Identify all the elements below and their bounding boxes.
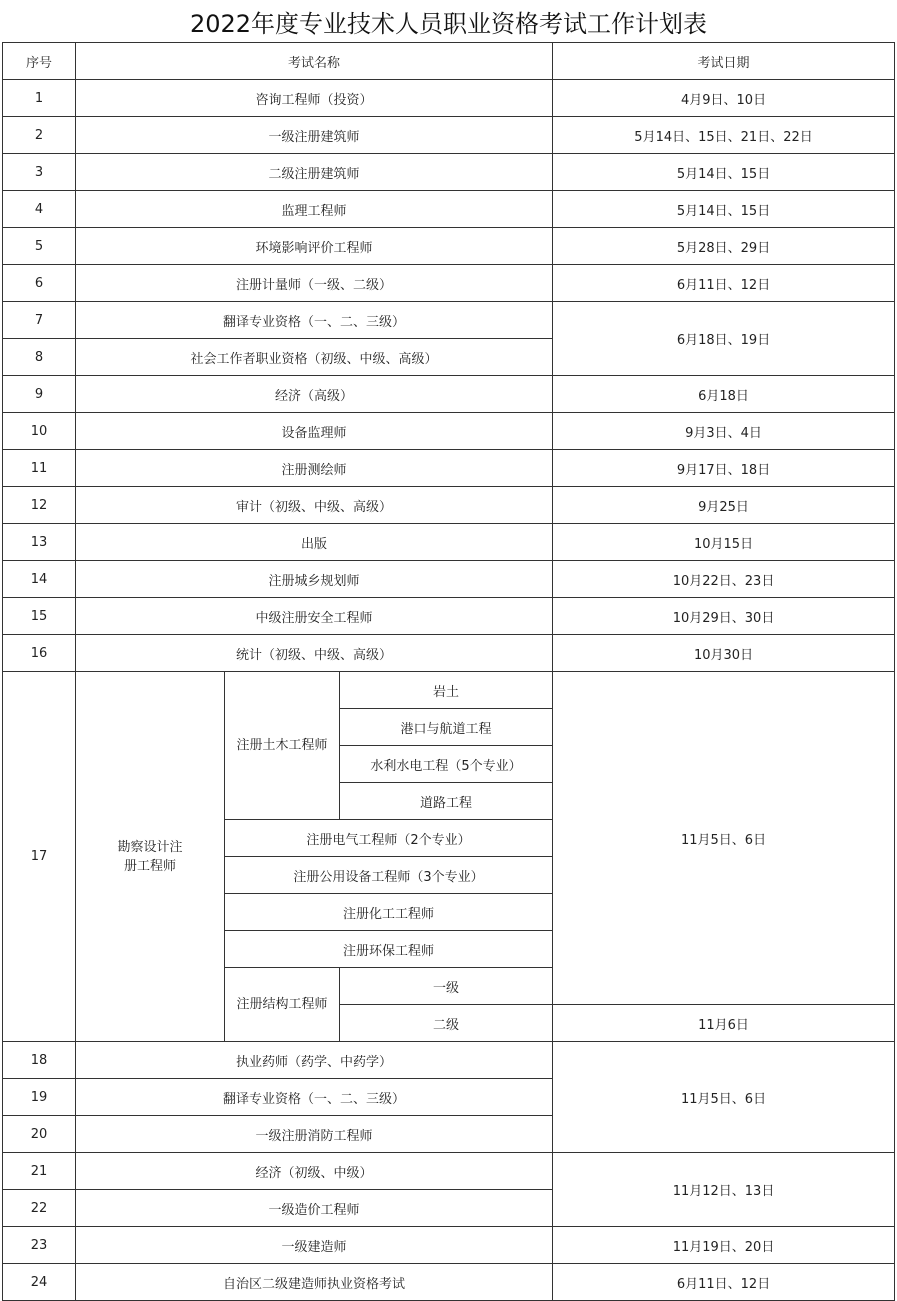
exam-name: 一级注册消防工程师 <box>76 1116 553 1153</box>
exam-subitem: 注册电气工程师（2个专业） <box>225 820 553 857</box>
exam-date: 11月19日、20日 <box>553 1227 895 1264</box>
exam-subitem: 注册化工工程师 <box>225 894 553 931</box>
row-no: 3 <box>3 154 76 191</box>
exam-name: 一级造价工程师 <box>76 1190 553 1227</box>
exam-subitem: 注册环保工程师 <box>225 931 553 968</box>
table-row <box>3 598 895 635</box>
row-no: 12 <box>3 487 76 524</box>
table-row <box>3 450 895 487</box>
table-row <box>3 1153 895 1190</box>
exam-name: 经济（高级） <box>76 376 553 413</box>
exam-date: 5月28日、29日 <box>553 228 895 265</box>
exam-date: 6月11日、12日 <box>553 265 895 302</box>
exam-date: 6月11日、12日 <box>553 1264 895 1301</box>
row-no: 1 <box>3 80 76 117</box>
table-row <box>3 1227 895 1264</box>
exam-date: 9月3日、4日 <box>553 413 895 450</box>
row-no: 4 <box>3 191 76 228</box>
row-no: 24 <box>3 1264 76 1301</box>
exam-name: 社会工作者职业资格（初级、中级、高级） <box>76 339 553 376</box>
row-no: 19 <box>3 1079 76 1116</box>
table-row <box>3 635 895 672</box>
row-no: 17 <box>3 672 76 1042</box>
civil-engineer-label: 注册土木工程师 <box>225 672 340 820</box>
exam-group-name <box>76 672 225 1042</box>
exam-date: 10月29日、30日 <box>553 598 895 635</box>
exam-name: 出版 <box>76 524 553 561</box>
row-no: 21 <box>3 1153 76 1190</box>
structural-engineer-label: 注册结构工程师 <box>225 968 340 1042</box>
exam-date: 5月14日、15日 <box>553 154 895 191</box>
row-no: 13 <box>3 524 76 561</box>
row-no: 7 <box>3 302 76 339</box>
exam-name: 一级注册建筑师 <box>76 117 553 154</box>
header-name: 考试名称 <box>76 43 553 80</box>
row-no: 23 <box>3 1227 76 1264</box>
table-row <box>3 117 895 154</box>
table-row <box>3 487 895 524</box>
exam-date: 4月9日、10日 <box>553 80 895 117</box>
exam-schedule-table <box>2 42 895 1301</box>
row-no: 15 <box>3 598 76 635</box>
header-row <box>3 43 895 80</box>
exam-date: 5月14日、15日 <box>553 191 895 228</box>
row-no: 11 <box>3 450 76 487</box>
exam-name: 经济（初级、中级） <box>76 1153 553 1190</box>
row-no: 22 <box>3 1190 76 1227</box>
table-row <box>3 561 895 598</box>
table-row <box>3 1042 895 1079</box>
exam-name: 设备监理师 <box>76 413 553 450</box>
table-row <box>3 302 895 339</box>
exam-name: 二级注册建筑师 <box>76 154 553 191</box>
exam-name: 翻译专业资格（一、二、三级） <box>76 1079 553 1116</box>
row-no: 8 <box>3 339 76 376</box>
header-date: 考试日期 <box>553 43 895 80</box>
row-no: 14 <box>3 561 76 598</box>
exam-date: 9月25日 <box>553 487 895 524</box>
exam-name: 中级注册安全工程师 <box>76 598 553 635</box>
exam-name: 咨询工程师（投资） <box>76 80 553 117</box>
table-row <box>3 228 895 265</box>
row-no: 20 <box>3 1116 76 1153</box>
table-row <box>3 376 895 413</box>
exam-name: 环境影响评价工程师 <box>76 228 553 265</box>
table-row <box>3 1264 895 1301</box>
table-row <box>3 265 895 302</box>
table-row <box>3 672 895 709</box>
row-no: 5 <box>3 228 76 265</box>
exam-date: 10月22日、23日 <box>553 561 895 598</box>
table-row <box>3 524 895 561</box>
table-row <box>3 80 895 117</box>
exam-subitem: 道路工程 <box>340 783 553 820</box>
exam-subitem: 注册公用设备工程师（3个专业） <box>225 857 553 894</box>
row-no: 18 <box>3 1042 76 1079</box>
exam-subitem: 港口与航道工程 <box>340 709 553 746</box>
exam-date: 11月5日、6日 <box>553 1042 895 1153</box>
row-no: 10 <box>3 413 76 450</box>
exam-subitem: 岩土 <box>340 672 553 709</box>
exam-date: 11月6日 <box>553 1005 895 1042</box>
exam-subitem: 二级 <box>340 1005 553 1042</box>
exam-name: 监理工程师 <box>76 191 553 228</box>
exam-date: 10月15日 <box>553 524 895 561</box>
exam-name: 自治区二级建造师执业资格考试 <box>76 1264 553 1301</box>
exam-name: 注册测绘师 <box>76 450 553 487</box>
exam-name: 一级建造师 <box>76 1227 553 1264</box>
exam-date: 9月17日、18日 <box>553 450 895 487</box>
exam-name: 执业药师（药学、中药学） <box>76 1042 553 1079</box>
exam-group-label: 勘察设计注册工程师 <box>117 839 183 874</box>
page-title: 2022年度专业技术人员职业资格考试工作计划表 <box>189 10 708 38</box>
table-row <box>3 154 895 191</box>
exam-name: 统计（初级、中级、高级） <box>76 635 553 672</box>
exam-name: 注册计量师（一级、二级） <box>76 265 553 302</box>
exam-name: 翻译专业资格（一、二、三级） <box>76 302 553 339</box>
row-no: 9 <box>3 376 76 413</box>
exam-date: 11月5日、6日 <box>553 672 895 1005</box>
exam-subitem: 一级 <box>340 968 553 1005</box>
row-no: 16 <box>3 635 76 672</box>
exam-date: 6月18日 <box>553 376 895 413</box>
exam-name: 注册城乡规划师 <box>76 561 553 598</box>
exam-date: 11月12日、13日 <box>553 1153 895 1227</box>
header-no: 序号 <box>3 43 76 80</box>
exam-name: 审计（初级、中级、高级） <box>76 487 553 524</box>
table-row <box>3 191 895 228</box>
table-row <box>3 413 895 450</box>
exam-date: 6月18日、19日 <box>553 302 895 376</box>
exam-date: 10月30日 <box>553 635 895 672</box>
exam-subitem: 水利水电工程（5个专业） <box>340 746 553 783</box>
row-no: 2 <box>3 117 76 154</box>
exam-date: 5月14日、15日、21日、22日 <box>553 117 895 154</box>
row-no: 6 <box>3 265 76 302</box>
